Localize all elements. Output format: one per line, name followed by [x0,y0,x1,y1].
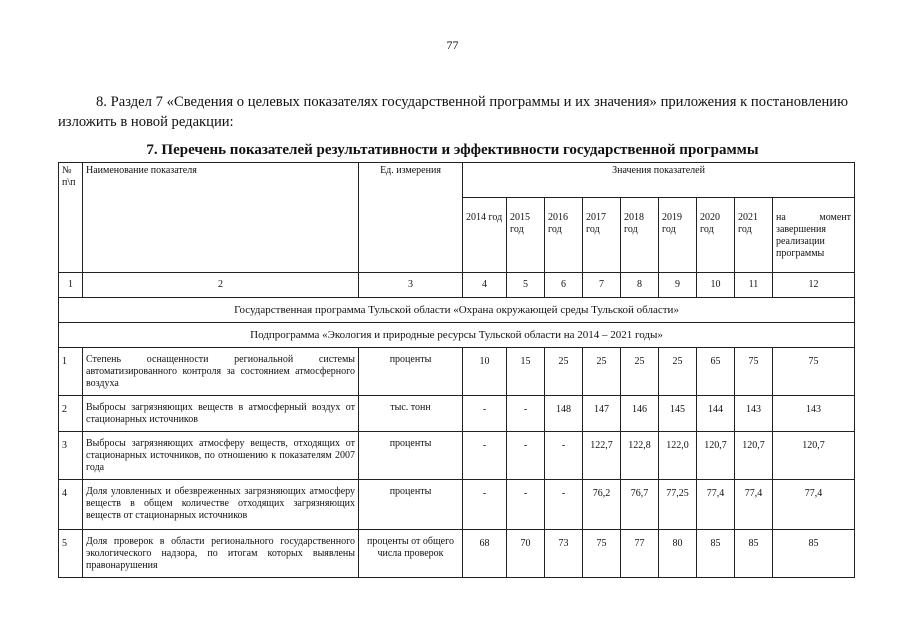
column-number: 1 [59,273,83,298]
table-row [59,348,855,396]
row-index: 2 [59,396,83,432]
indicator-unit: проценты [359,348,463,396]
column-number: 4 [463,273,507,298]
indicator-value: 122,7 [583,432,621,480]
indicator-value: 122,0 [659,432,697,480]
header-year: 2014 год [463,198,507,273]
header-values: Значения показателей [463,163,855,198]
indicators-table-body [59,163,855,578]
indicator-value: 120,7 [735,432,773,480]
row-index: 3 [59,432,83,480]
indicator-value: 85 [735,530,773,578]
indicator-name: Доля проверок в области регионального государственного экологического надзора, по итогам которых выявлены правонарушения [83,530,359,578]
column-number: 6 [545,273,583,298]
header-row [59,163,855,198]
header-num: № п\п [59,163,83,273]
indicator-value: 25 [659,348,697,396]
program-row [59,298,855,323]
indicator-unit: проценты от общего числа проверок [359,530,463,578]
header-name: Наименование показателя [83,163,359,273]
column-number: 11 [735,273,773,298]
table-row [59,480,855,530]
indicator-value: 68 [463,530,507,578]
header-year: 2015 год [507,198,545,273]
indicator-value: - [463,396,507,432]
indicator-value: 25 [545,348,583,396]
indicator-value: - [507,432,545,480]
header-year: 2020 год [697,198,735,273]
indicator-name: Выбросы загрязняющих веществ в атмосферный воздух от стационарных источников [83,396,359,432]
column-number: 3 [359,273,463,298]
indicator-name: Выбросы загрязняющих атмосферу веществ, отходящих от стационарных источников, по отношению к показателям 2007 года [83,432,359,480]
column-number: 10 [697,273,735,298]
indicator-value: 77,4 [697,480,735,530]
indicator-value: 75 [583,530,621,578]
header-year: 2016 год [545,198,583,273]
page-number: 77 [446,38,459,52]
indicator-value: 65 [697,348,735,396]
indicator-unit: тыс. тонн [359,396,463,432]
indicator-final-value: 77,4 [773,480,855,530]
column-number: 7 [583,273,621,298]
indicator-value: 77,25 [659,480,697,530]
indicator-name: Доля уловленных и обезвреженных загрязняющих атмосферу веществ в общем количестве отходящих загрязняющих веществ от стационарных источников [83,480,359,530]
indicator-value: 120,7 [697,432,735,480]
indicator-value: 70 [507,530,545,578]
row-index: 5 [59,530,83,578]
subprogram-row [59,323,855,348]
indicator-final-value: 75 [773,348,855,396]
indicator-final-value: 120,7 [773,432,855,480]
intro-paragraph: 8. Раздел 7 «Сведения о целевых показателях государственной программы и их значения» приложения к постановлению изложить в новой редакции: [58,94,848,130]
header-unit: Ед. измерения [359,163,463,273]
column-number: 9 [659,273,697,298]
indicator-value: - [545,480,583,530]
indicator-value: 25 [583,348,621,396]
indicator-value: 144 [697,396,735,432]
indicator-value: 76,7 [621,480,659,530]
indicator-final-value: 143 [773,396,855,432]
header-year: 2017 год [583,198,621,273]
document-title: 7. Перечень показателей результативности и эффективности государственной программы [146,142,759,158]
indicator-value: - [507,396,545,432]
indicator-value: - [463,480,507,530]
indicator-value: - [545,432,583,480]
indicator-value: 145 [659,396,697,432]
column-number: 5 [507,273,545,298]
table-row [59,530,855,578]
indicator-name: Степень оснащенности региональной системы автоматизированного контроля за состоянием атмосферного воздуха [83,348,359,396]
header-year: 2018 год [621,198,659,273]
indicator-value: 15 [507,348,545,396]
indicator-value: 80 [659,530,697,578]
header-year: 2021 год [735,198,773,273]
table-row [59,396,855,432]
indicator-value: 77,4 [735,480,773,530]
row-index: 4 [59,480,83,530]
indicator-value: 73 [545,530,583,578]
indicator-value: 147 [583,396,621,432]
header-final: на момент завершения реализации программы [773,198,855,273]
column-number-row [59,273,855,298]
header-year: 2019 год [659,198,697,273]
indicator-value: 75 [735,348,773,396]
program-title: Государственная программа Тульской области «Охрана окружающей среды Тульской области» [59,298,855,323]
indicator-value: - [507,480,545,530]
indicator-value: 76,2 [583,480,621,530]
indicator-value: - [463,432,507,480]
row-index: 1 [59,348,83,396]
indicator-unit: проценты [359,432,463,480]
indicator-value: 77 [621,530,659,578]
indicator-value: 25 [621,348,659,396]
indicator-value: 122,8 [621,432,659,480]
indicator-value: 146 [621,396,659,432]
indicator-value: 10 [463,348,507,396]
column-number: 2 [83,273,359,298]
column-number: 8 [621,273,659,298]
subprogram-title: Подпрограмма «Экология и природные ресурсы Тульской области на 2014 – 2021 годы» [59,323,855,348]
indicators-table [58,162,855,578]
column-number: 12 [773,273,855,298]
indicator-final-value: 85 [773,530,855,578]
indicator-value: 148 [545,396,583,432]
table-row [59,432,855,480]
indicator-value: 143 [735,396,773,432]
indicator-unit: проценты [359,480,463,530]
indicator-value: 85 [697,530,735,578]
